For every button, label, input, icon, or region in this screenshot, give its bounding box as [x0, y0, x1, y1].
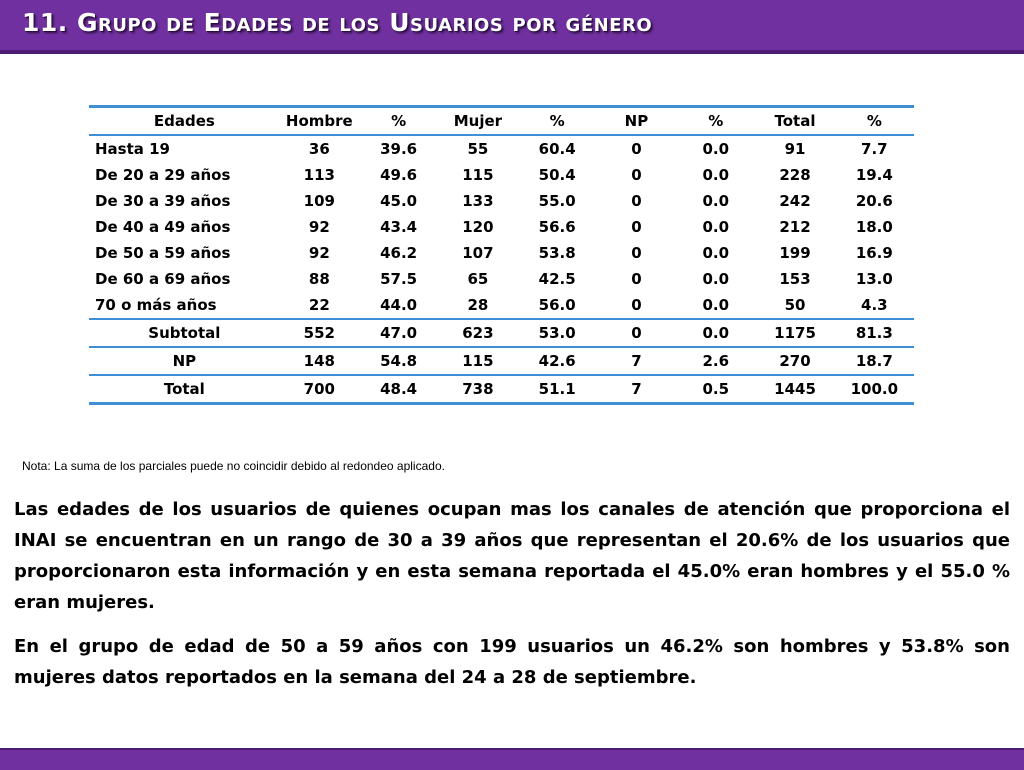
table-cell: 0.0 [702, 218, 730, 236]
table-cell: 54.8 [359, 347, 438, 375]
table-cell: 1445 [755, 375, 834, 404]
table-cell: 0.0 [702, 270, 730, 288]
table-cell: 0.5 [676, 375, 755, 404]
age-group-row [89, 214, 914, 240]
col-header-np: NP [597, 107, 676, 136]
table-cell: 7 [597, 347, 676, 375]
table-cell: 48.4 [359, 375, 438, 404]
age-group-row [89, 162, 914, 188]
table-cell: 0.0 [702, 166, 730, 184]
table-cell: 700 [280, 375, 359, 404]
table-cell: 56.0 [538, 296, 576, 314]
total-row [89, 375, 914, 404]
table-cell: 92 [308, 218, 330, 236]
np-row [89, 347, 914, 375]
row-label-cell: De 40 a 49 años [95, 218, 231, 236]
table-cell: 7.7 [861, 140, 888, 158]
table-cell: 51.1 [518, 375, 597, 404]
col-header-mujer-pct: % [518, 107, 597, 136]
row-label-cell: De 20 a 29 años [95, 166, 231, 184]
table-cell: 0.0 [676, 319, 755, 347]
footer-bar [0, 748, 1024, 770]
table-cell: 18.7 [835, 347, 914, 375]
table-cell: 28 [467, 296, 489, 314]
table-cell: 92 [308, 244, 330, 262]
table-cell: 57.5 [380, 270, 418, 288]
table-cell: 109 [303, 192, 335, 210]
subtotal-row [89, 319, 914, 347]
table-cell: 0.0 [702, 244, 730, 262]
table-cell: 212 [779, 218, 811, 236]
row-label-cell: Subtotal [89, 319, 280, 347]
age-group-row [89, 188, 914, 214]
row-label-cell: Hasta 19 [95, 140, 170, 158]
age-group-row [89, 135, 914, 162]
age-gender-table [89, 105, 914, 405]
table-cell: 552 [280, 319, 359, 347]
table-cell: 50.4 [538, 166, 576, 184]
title-bar [0, 0, 1024, 54]
col-header-mujer: Mujer [438, 107, 517, 136]
table-cell: 0 [631, 218, 642, 236]
table-cell: 53.8 [538, 244, 576, 262]
col-header-hombre-pct: % [359, 107, 438, 136]
col-header-total: Total [755, 107, 834, 136]
table-cell: 113 [303, 166, 335, 184]
table-cell: 242 [779, 192, 811, 210]
row-label-cell: NP [89, 347, 280, 375]
summary-paragraph-2: En el grupo de edad de 50 a 59 años con 199 usuarios un 46.2% son hombres y 53.8% son mujeres datos reportados en la semana del 24 a 28 de septiembre. [14, 636, 1010, 688]
table-cell: 49.6 [380, 166, 418, 184]
col-header-hombre: Hombre [280, 107, 359, 136]
table-header-row [89, 107, 914, 136]
age-group-row [89, 240, 914, 266]
summary-paragraph-1: Las edades de los usuarios de quienes ocupan mas los canales de atención que proporciona el INAI se encuentran en un rango de 30 a 39 años que representan el 20.6% de los usuarios que proporcionaron esta información y en esta semana reportada el 45.0% eran hombres y el 55.0 % eran mujeres. [14, 499, 1010, 613]
table-cell: 39.6 [380, 140, 418, 158]
age-group-row [89, 292, 914, 319]
row-label-cell: De 50 a 59 años [95, 244, 231, 262]
table-cell: 7 [597, 375, 676, 404]
table-cell: 0 [597, 319, 676, 347]
table-cell: 0.0 [702, 192, 730, 210]
table-cell: 56.6 [538, 218, 576, 236]
table-cell: 4.3 [861, 296, 888, 314]
table-cell: 44.0 [380, 296, 418, 314]
table-cell: 13.0 [855, 270, 893, 288]
table-cell: 55.0 [538, 192, 576, 210]
table-cell: 0 [631, 140, 642, 158]
table-cell: 50 [784, 296, 806, 314]
table-cell: 20.6 [855, 192, 893, 210]
table-cell: 738 [438, 375, 517, 404]
table-cell: 45.0 [380, 192, 418, 210]
table-cell: 81.3 [835, 319, 914, 347]
table-cell: 36 [308, 140, 330, 158]
footnote: Nota: La suma de los parciales puede no coincidir debido al redondeo aplicado. [22, 459, 445, 473]
table-cell: 91 [784, 140, 806, 158]
col-header-total-pct: % [835, 107, 914, 136]
row-label-cell: De 30 a 39 años [95, 192, 231, 210]
table-cell: 199 [779, 244, 811, 262]
table-cell: 115 [438, 347, 517, 375]
table-cell: 0 [631, 296, 642, 314]
table-cell: 18.0 [855, 218, 893, 236]
table-cell: 22 [308, 296, 330, 314]
row-label-cell: Total [89, 375, 280, 404]
table-cell: 228 [779, 166, 811, 184]
table-cell: 0 [631, 166, 642, 184]
age-group-row [89, 266, 914, 292]
slide-title: 11. Grupo de Edades de los Usuarios por género [22, 8, 653, 37]
table-cell: 55 [467, 140, 489, 158]
table-cell: 2.6 [676, 347, 755, 375]
table-cell: 270 [755, 347, 834, 375]
table-cell: 100.0 [835, 375, 914, 404]
table-cell: 0 [631, 270, 642, 288]
col-header-np-pct: % [676, 107, 755, 136]
table-cell: 47.0 [359, 319, 438, 347]
table-cell: 148 [280, 347, 359, 375]
table-cell: 0 [631, 192, 642, 210]
table-cell: 53.0 [518, 319, 597, 347]
table-cell: 0.0 [702, 140, 730, 158]
row-label-cell: 70 o más años [95, 296, 217, 314]
table-cell: 0.0 [702, 296, 730, 314]
table-cell: 0 [631, 244, 642, 262]
table-cell: 153 [779, 270, 811, 288]
table-cell: 1175 [755, 319, 834, 347]
table-cell: 46.2 [380, 244, 418, 262]
table-cell: 623 [438, 319, 517, 347]
table-cell: 88 [308, 270, 330, 288]
table-cell: 16.9 [855, 244, 893, 262]
row-label-cell: De 60 a 69 años [95, 270, 231, 288]
table-cell: 42.5 [538, 270, 576, 288]
table-cell: 43.4 [380, 218, 418, 236]
table-cell: 115 [462, 166, 494, 184]
table-cell: 120 [462, 218, 494, 236]
table-cell: 65 [467, 270, 489, 288]
table-cell: 42.6 [518, 347, 597, 375]
table-cell: 107 [462, 244, 494, 262]
col-header-edades: Edades [89, 107, 280, 136]
table-cell: 19.4 [855, 166, 893, 184]
table-cell: 60.4 [538, 140, 576, 158]
table-cell: 133 [462, 192, 494, 210]
